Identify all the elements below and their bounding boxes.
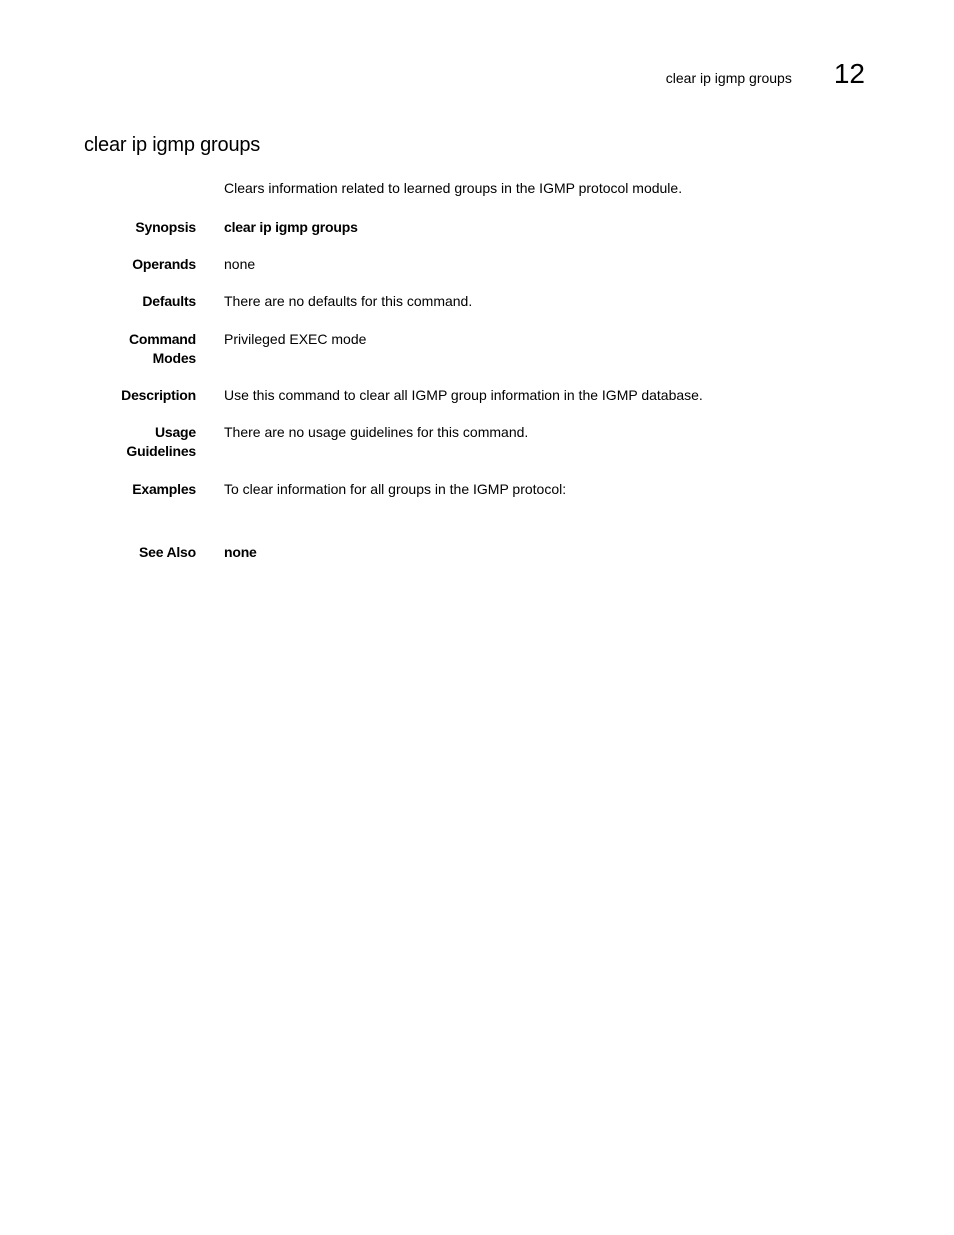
running-header — [666, 58, 865, 90]
entry-label — [86, 423, 196, 461]
entry-value: There are no usage guidelines for this command. — [224, 424, 529, 440]
entry-label: Operands — [132, 256, 196, 272]
entry-value: none — [224, 544, 257, 560]
entry-value: Privileged EXEC mode — [224, 331, 367, 347]
entry-label — [86, 330, 196, 368]
page-title: clear ip igmp groups — [84, 134, 261, 156]
entry-label-line: Guidelines — [126, 443, 196, 459]
intro-text: Clears information related to learned groups in the IGMP protocol module. — [224, 180, 683, 196]
entry-value: clear ip igmp groups — [224, 219, 358, 235]
entry-value: Use this command to clear all IGMP group information in the IGMP database. — [224, 387, 703, 403]
entry-label: Synopsis — [135, 219, 196, 235]
entry-label: See Also — [138, 544, 196, 560]
entry-label: Defaults — [142, 293, 196, 309]
entry-label-line: Command — [128, 331, 196, 347]
entry-label: Description — [121, 387, 196, 403]
entry-value: To clear information for all groups in the IGMP protocol: — [224, 481, 567, 497]
entry-label-line: Usage — [154, 424, 196, 440]
entry-label: Examples — [132, 481, 196, 497]
running-header-title: clear ip igmp groups — [665, 70, 792, 86]
entry-value: There are no defaults for this command. — [224, 293, 473, 309]
entry-label-line: Modes — [152, 350, 196, 366]
entry-value: none — [224, 256, 256, 272]
chapter-number: 12 — [833, 58, 865, 89]
